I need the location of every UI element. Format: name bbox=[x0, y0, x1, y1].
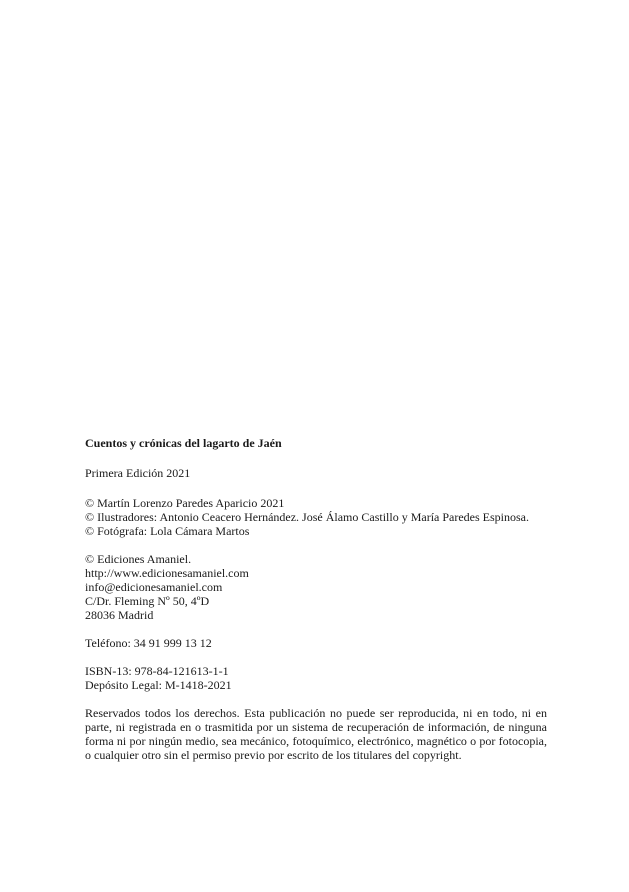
publisher-website: http://www.edicionesamaniel.com bbox=[85, 566, 249, 580]
book-title: Cuentos y crónicas del lagarto de Jaén bbox=[85, 436, 282, 450]
publisher-name: © Ediciones Amaniel. bbox=[85, 552, 192, 566]
publisher-block bbox=[85, 552, 547, 622]
deposito-legal-line: Depósito Legal: M-1418-2021 bbox=[85, 678, 232, 692]
rights-notice: Reservados todos los derechos. Esta publicación no puede ser reproducida, ni en todo, ni en parte, ni registrada en o trasmitida por un sistema de recuperación de información, de ninguna forma ni por ningún medio, sea mecánico, fotoquímico, electrónico, magnético o por fotocopia, o cualquier otro sin el permiso previo por escrito de los titulares del copyright. bbox=[85, 706, 547, 762]
publisher-address: C/Dr. Fleming Nº 50, 4ºD bbox=[85, 594, 210, 608]
publisher-postal-city: 28036 Madrid bbox=[85, 608, 154, 622]
illustrators-copyright: © Ilustradores: Antonio Ceacero Hernández. José Álamo Castillo y María Paredes Espinosa. bbox=[85, 510, 530, 524]
author-copyright: © Martín Lorenzo Paredes Aparicio 2021 bbox=[85, 496, 285, 510]
phone-line: Teléfono: 34 91 999 13 12 bbox=[85, 636, 212, 650]
edition-line: Primera Edición 2021 bbox=[85, 466, 191, 480]
isbn-line: ISBN-13: 978-84-121613-1-1 bbox=[85, 664, 229, 678]
credits-block bbox=[85, 496, 547, 538]
publisher-email: info@edicionesamaniel.com bbox=[85, 580, 223, 594]
colophon bbox=[85, 436, 547, 762]
photographer-copyright: © Fotógrafa: Lola Cámara Martos bbox=[85, 524, 250, 538]
legal-block bbox=[85, 664, 547, 692]
